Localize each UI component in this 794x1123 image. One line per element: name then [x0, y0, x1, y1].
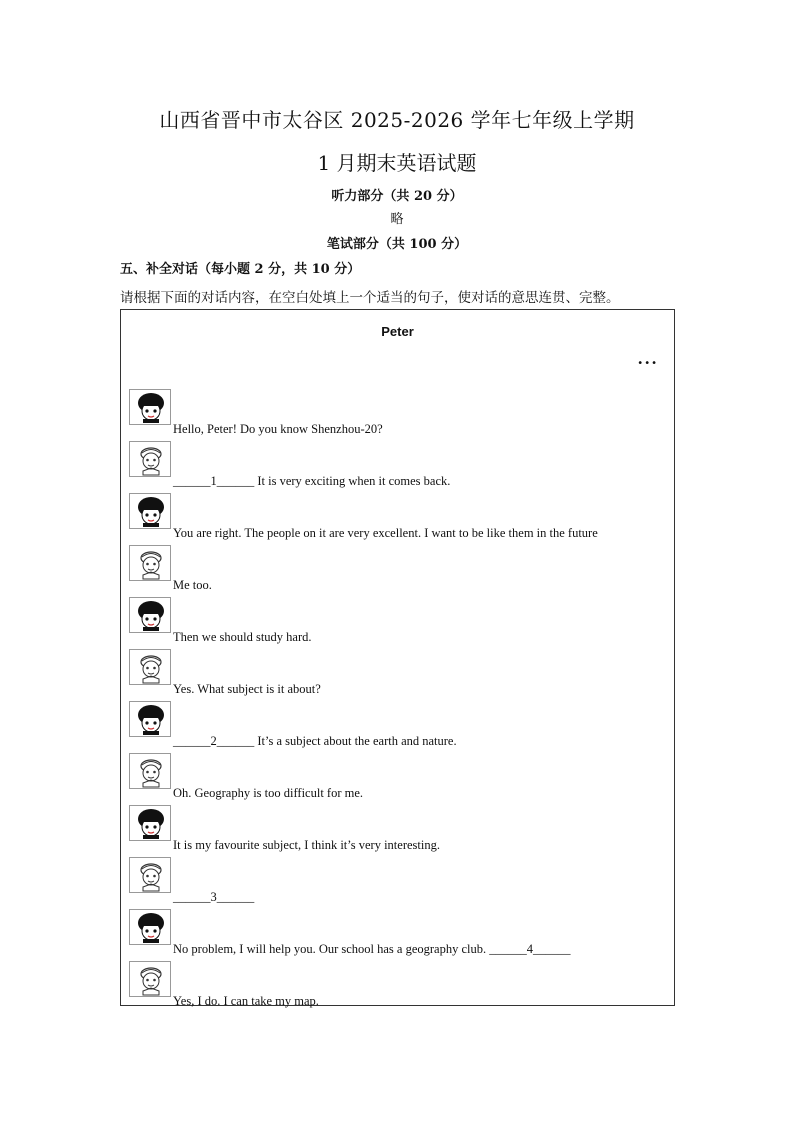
- light-hair-avatar-icon: [129, 753, 171, 789]
- chat-message-text: ______3______: [173, 890, 255, 904]
- chat-message: [129, 857, 669, 904]
- chat-message-text: No problem, I will help you. Our school has a geography club. ______4______: [173, 942, 571, 956]
- dark-hair-avatar-icon: [129, 805, 171, 841]
- light-hair-avatar-icon: [129, 649, 171, 685]
- title-line-2: 1 月期末英语试题: [317, 151, 477, 175]
- chat-message-text: It is my favourite subject, I think it’s very interesting.: [173, 838, 440, 852]
- chat-message: [129, 389, 669, 436]
- chat-message-text: Yes. What subject is it about?: [173, 682, 321, 696]
- chat-message-text: Then we should study hard.: [173, 630, 312, 644]
- section-instruction: 请根据下面的对话内容，在空白处填上一个适当的句子，使对话的意思连贯、完整。: [120, 290, 620, 306]
- chat-message-text: ______1______ It is very exciting when it comes back.: [173, 474, 451, 488]
- chat-message-text: Oh. Geography is too difficult for me.: [173, 786, 364, 800]
- written-part: 笔试部分（共 100 分）: [326, 237, 468, 252]
- more-options-icon: •••: [637, 358, 658, 369]
- light-hair-avatar-icon: [129, 545, 171, 581]
- chat-message: [129, 753, 669, 800]
- chat-message: [129, 961, 669, 1008]
- chat-message-text: You are right. The people on it are very excellent. I want to be like them in the future: [173, 526, 598, 540]
- chat-message-text: ______2______ It’s a subject about the earth and nature.: [173, 734, 457, 748]
- light-hair-avatar-icon: [129, 961, 171, 997]
- chat-message: [129, 597, 669, 644]
- chat-message: [129, 441, 669, 488]
- chat-box: [120, 309, 675, 1006]
- chat-message-text: Hello, Peter! Do you know Shenzhou-20?: [173, 422, 383, 436]
- dark-hair-avatar-icon: [129, 909, 171, 945]
- chat-message-text: Me too.: [173, 578, 212, 592]
- chat-message-text: Yes, I do. I can take my map.: [173, 994, 319, 1008]
- listening-part: 听力部分（共 20 分）: [331, 189, 463, 204]
- chat-message: [129, 805, 669, 852]
- omitted-note: 略: [390, 212, 404, 227]
- chat-message: [129, 701, 669, 748]
- chat-message: [129, 545, 669, 592]
- light-hair-avatar-icon: [129, 857, 171, 893]
- chat-message: [129, 909, 669, 956]
- chat-title: Peter: [381, 324, 414, 339]
- dark-hair-avatar-icon: [129, 389, 171, 425]
- light-hair-avatar-icon: [129, 441, 171, 477]
- dark-hair-avatar-icon: [129, 701, 171, 737]
- chat-message: [129, 493, 669, 540]
- section-heading: 五、补全对话（每小题 2 分，共 10 分）: [120, 262, 361, 277]
- chat-message: [129, 649, 669, 696]
- dark-hair-avatar-icon: [129, 493, 171, 529]
- dark-hair-avatar-icon: [129, 597, 171, 633]
- title-line-1: 山西省晋中市太谷区 2025-2026 学年七年级上学期: [159, 108, 635, 132]
